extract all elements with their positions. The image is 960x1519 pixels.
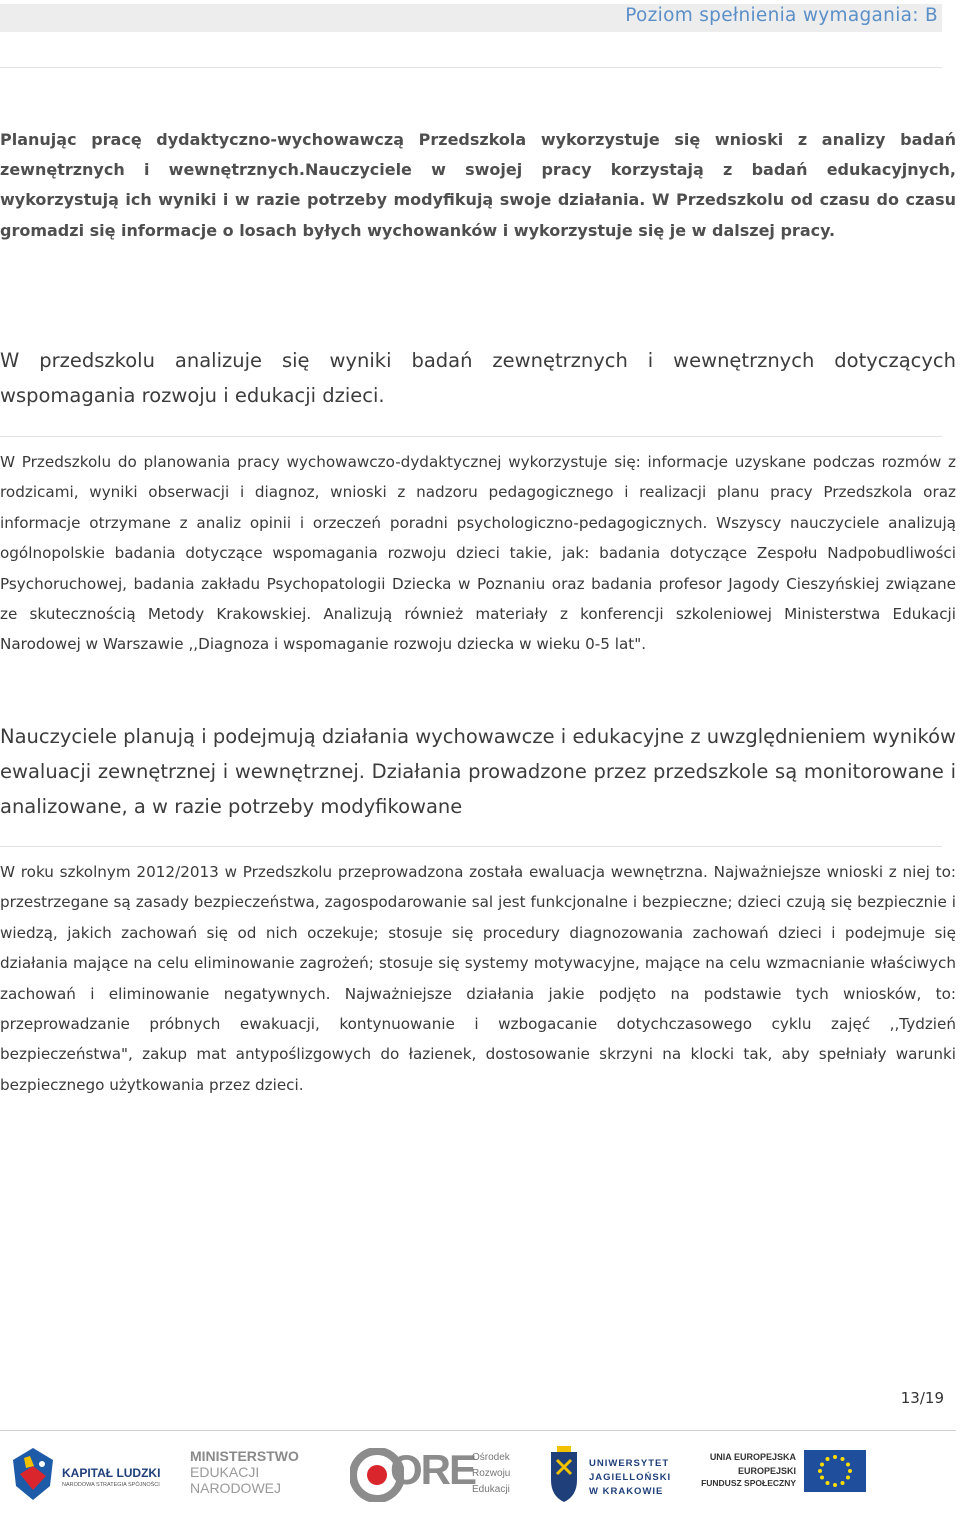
uj-line1: UNIWERSYTET	[589, 1458, 670, 1469]
section2-divider	[0, 846, 942, 847]
kapital-ludzki-emblem-icon	[10, 1446, 56, 1502]
uj-crest-icon	[545, 1446, 583, 1504]
page-number: 13/19	[900, 1389, 944, 1407]
uj-logo	[545, 1446, 685, 1506]
section2-heading: Nauczyciele planują i podejmują działania wychowawcze i edukacyjne z uwzględnieniem wyników ewaluacji zewnętrznej i wewnętrznej. Działania prowadzone przez przedszkole są monitorowane i analizowane, a w razie potrzeby modyfikowane	[0, 725, 956, 818]
section1-heading: W przedszkolu analizuje się wyniki badań zewnętrznych i wewnętrznych dotyczących wspomagania rozwoju i edukacji dzieci.	[0, 349, 956, 407]
ore-line2: Rozwoju	[472, 1468, 511, 1479]
uj-line2: JAGIELLOŃSKI	[589, 1472, 672, 1483]
ore-mark: ORE	[390, 1446, 476, 1493]
ore-line3: Edukacji	[472, 1484, 510, 1495]
footer-divider	[0, 1430, 956, 1431]
requirement-level-label: Poziom spełnienia wymagania: B	[625, 5, 938, 26]
men-line1: MINISTERSTWO	[190, 1448, 299, 1464]
eu-flag-icon	[804, 1450, 866, 1492]
uj-line3: W KRAKOWIE	[589, 1486, 664, 1497]
intro-paragraph: Planując pracę dydaktyczno-wychowawczą Przedszkola wykorzystuje się wnioski z analizy badań zewnętrznych i wewnętrznych.Nauczyciele w swojej pracy korzystają z badań edukacyjnych, wykorzystują ich wyniki i w razie potrzeby modyfikują swoje działania. W Przedszkolu od czasu do czasu gromadzi się informacje o losach byłych wychowanków i wykorzystuje się je w dalszej pracy.	[0, 130, 956, 240]
eu-line1: UNIA EUROPEJSKA	[709, 1452, 796, 1462]
section1-divider	[0, 436, 942, 437]
kapital-ludzki-logo	[10, 1444, 170, 1504]
section1-body: W Przedszkolu do planowania pracy wychowawczo-dydaktycznej wykorzystuje się: informacje uzyskane podczas rozmów z rodzicami, wyniki obserwacji i diagnoz, wnioski z nadzoru pedagogicznego i realizacji planu pracy Przedszkola oraz informacje otrzymane z analiz opinii i orzeczeń poradni psychologiczno-pedagogicznych. Wszyscy nauczyciele analizują ogólnopolskie badania dotyczące wspomagania rozwoju dzieci takie, jak: badania dotyczące Zespołu Nadpobudliwości Psychoruchowej, badania zakładu Psychopatologii Dziecka w Poznaniu oraz badania profesor Jagody Cieszyńskiej związane ze skutecznością Metody Krakowskiej. Analizują również materiały z konferencji szkoleniowej Ministerstwa Edukacji Narodowej w Warszawie ,,Diagnoza i wspomaganie rozwoju dziecka w wieku 0-5 lat".	[0, 453, 956, 654]
eu-line3: FUNDUSZ SPOŁECZNY	[701, 1478, 796, 1488]
section2-body: W roku szkolnym 2012/2013 w Przedszkolu przeprowadzona została ewaluacja wewnętrzna. Najważniejsze wnioski z niej to: przestrzegane są zasady bezpieczeństwa, zagospodarowanie sal jest funkcjonalne i bezpieczne; dzieci czują się bezpiecznie i wiedzą, jakich zachowań się od nich oczekuje; stosuje się procedury diagnozowania zachowań dzieci i podejmuje się działania mające na celu eliminowanie zagrożeń; stosuje się systemy motywacyjne, mające na celu wzmacnianie właściwych zachowań i eliminowanie negatywnych. Najważniejsze działania jakie podjęto na podstawie tych wniosków, to: przeprowadzanie próbnych ewakuacji, kontynuowanie i wzbogacanie dotychczasowego cyklu zajęć ,,Tydzień bezpieczeństwa", zakup mat antypoślizgowych do łazienek, dostosowanie skrzyni na klocki tak, aby spełniały warunki bezpiecznego użytkowania przez dzieci.	[0, 863, 956, 1094]
men-line3: NARODOWEJ	[190, 1480, 281, 1496]
ore-line1: Ośrodek	[472, 1452, 510, 1463]
ore-logo	[350, 1446, 530, 1502]
men-logo	[190, 1448, 310, 1500]
eu-logo	[700, 1450, 870, 1498]
eu-line2: EUROPEJSKI	[737, 1466, 796, 1476]
kapital-ludzki-subtitle: NARODOWA STRATEGIA SPÓJNOŚCI	[62, 1482, 160, 1488]
men-line2: EDUKACJI	[190, 1464, 260, 1480]
header-divider	[0, 67, 942, 68]
kapital-ludzki-title: KAPITAŁ LUDZKI	[62, 1466, 161, 1480]
